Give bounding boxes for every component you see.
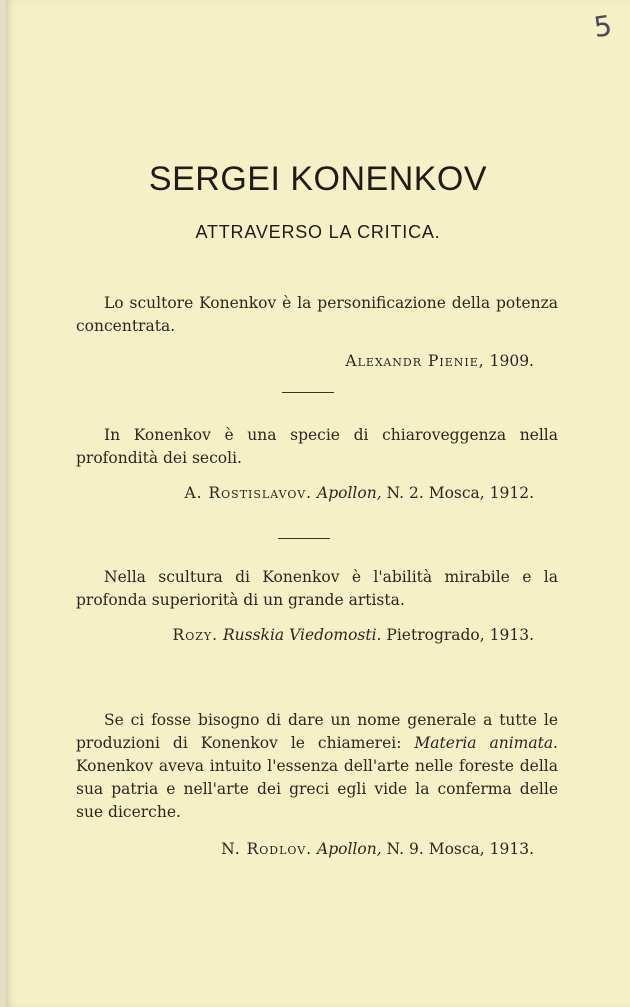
document-page: [6, 0, 630, 1007]
critique-source: [76, 624, 558, 647]
page-subtitle: ATTRAVERSO LA CRITICA.: [195, 222, 441, 242]
critique-quote: In Konenkov è una specie di chiaroveggenza nella profondità dei secoli.: [76, 426, 558, 467]
critic-name: N. Rodlov.: [221, 840, 313, 858]
source-details: 1909.: [484, 352, 534, 370]
page-number: 5: [591, 8, 615, 45]
publication-title: Apollon,: [317, 840, 382, 858]
publication-title: Russkia Viedomosti.: [223, 626, 382, 644]
critique-entry-1: [76, 292, 558, 373]
critique-quote: Nella scultura di Konenkov è l'abilità mirabile e la profonda superiorità di un grande artista.: [76, 568, 558, 609]
critique-quote: [76, 709, 558, 824]
critique-entry-4: [76, 709, 558, 861]
source-details: N. 9. Mosca, 1913.: [381, 840, 534, 858]
quote-text: Konenkov aveva intuito l'essenza dell'arte nelle foreste della sua patria e nell'arte dei greci egli vide la conferma delle sue dicerche.: [76, 757, 558, 821]
section-divider: [282, 392, 334, 393]
critic-name: A. Rostislavov.: [184, 484, 313, 502]
quote-text: Se ci fosse bisogno di dare un nome generale a tutte le produzioni di Konenkov le chiamerei:: [76, 711, 558, 752]
critic-name: Alexandr Pienie,: [345, 352, 485, 370]
critique-source: [76, 838, 558, 861]
page-title: SERGEI KONENKOV: [148, 160, 488, 198]
quote-emphasis: Materia animata.: [414, 734, 558, 752]
critique-entry-3: [76, 566, 558, 647]
critic-name: Rozy.: [172, 626, 219, 644]
critique-quote: Lo scultore Konenkov è la personificazione della potenza concentrata.: [76, 294, 558, 335]
publication-title: Apollon,: [317, 484, 382, 502]
source-details: N. 2. Mosca, 1912.: [381, 484, 534, 502]
source-details: Pietrogrado, 1913.: [381, 626, 534, 644]
critique-source: [76, 350, 558, 373]
critique-source: [76, 482, 558, 505]
critique-entry-2: [76, 424, 558, 505]
section-divider: [278, 538, 330, 539]
